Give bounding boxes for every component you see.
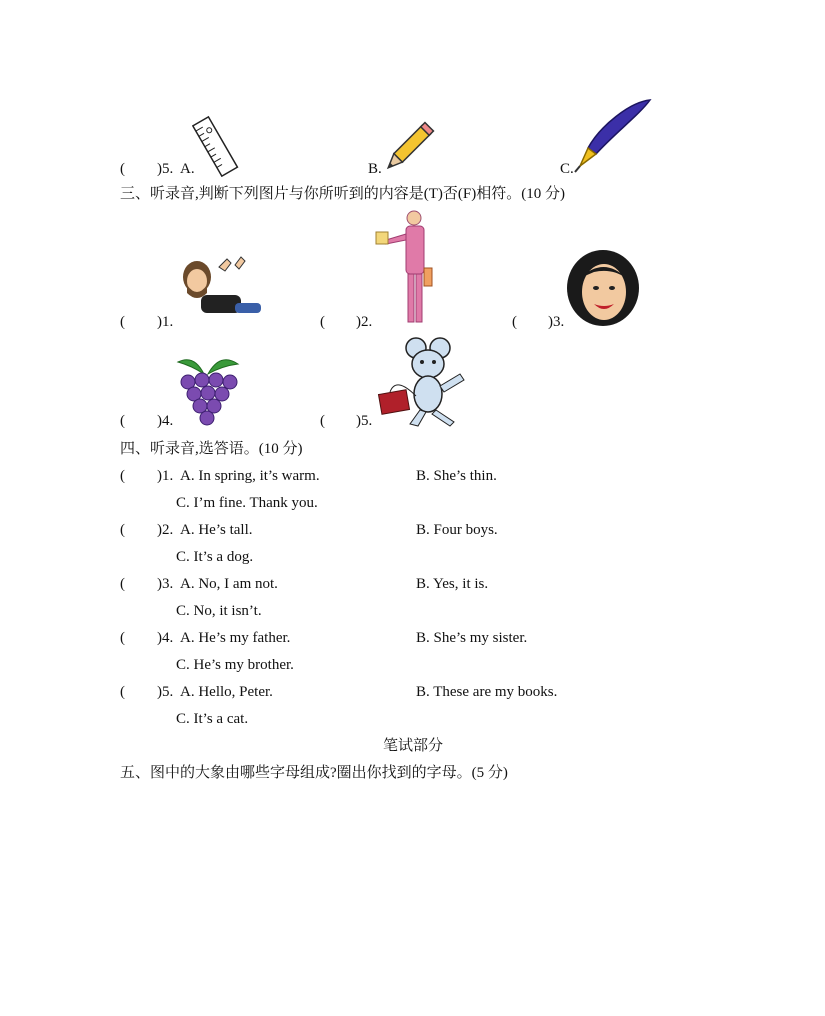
answer-paren[interactable]: ( xyxy=(120,161,125,177)
option-b-label: B. xyxy=(368,161,382,177)
option-b: B. Four boys. xyxy=(416,522,498,538)
answer-paren[interactable]: ( xyxy=(120,522,125,538)
answer-paren[interactable]: ( xyxy=(120,684,125,700)
option-a: A. Hello, Peter. xyxy=(180,684,273,700)
question-number: )5. xyxy=(157,684,174,700)
option-c: C. No, it isn’t. xyxy=(176,603,262,619)
question-number: )4. xyxy=(157,630,174,646)
option-b: B. She’s my sister. xyxy=(416,630,528,646)
option-c: C. It’s a dog. xyxy=(176,549,254,565)
option-b: B. These are my books. xyxy=(416,684,558,700)
section-4-title: 四、听录音,选答语。(10 分) xyxy=(120,441,303,457)
question-number: )5. xyxy=(356,413,373,429)
mouse-with-book-icon xyxy=(376,336,470,428)
option-a: A. In spring, it’s warm. xyxy=(180,468,320,484)
option-c: C. It’s a cat. xyxy=(176,711,249,727)
option-a-label: A. xyxy=(180,161,195,177)
pencil-icon xyxy=(378,118,438,178)
answer-paren[interactable]: ( xyxy=(120,468,125,484)
question-number: )4. xyxy=(157,413,174,429)
question-number: )2. xyxy=(157,522,174,538)
option-c: C. He’s my brother. xyxy=(176,657,294,673)
question-number: )3. xyxy=(548,314,565,330)
answer-paren[interactable]: ( xyxy=(320,413,325,429)
pen-icon xyxy=(570,96,654,176)
answer-paren[interactable]: ( xyxy=(120,413,125,429)
option-a: A. No, I am not. xyxy=(180,576,278,592)
section-5-title: 五、图中的大象由哪些字母组成?圈出你找到的字母。(5 分) xyxy=(120,765,508,781)
question-number: )3. xyxy=(157,576,174,592)
answer-paren[interactable]: ( xyxy=(320,314,325,330)
option-a: A. He’s my father. xyxy=(180,630,291,646)
written-part-heading: 笔试部分 xyxy=(383,738,444,754)
question-number: )1. xyxy=(157,314,174,330)
question-number: )1. xyxy=(157,468,174,484)
answer-paren[interactable]: ( xyxy=(120,576,125,592)
grapes-icon xyxy=(174,352,242,428)
option-a: A. He’s tall. xyxy=(180,522,253,538)
answer-paren[interactable]: ( xyxy=(120,630,125,646)
option-b: B. Yes, it is. xyxy=(416,576,489,592)
section-3-title: 三、听录音,判断下列图片与你所听到的内容是(T)否(F)相符。(10 分) xyxy=(120,186,565,202)
woman-face-icon xyxy=(564,248,642,328)
man-lying-icon xyxy=(175,255,267,327)
option-c: C. I’m fine. Thank you. xyxy=(176,495,318,511)
man-in-suit-icon xyxy=(374,208,436,328)
answer-paren[interactable]: ( xyxy=(120,314,125,330)
ruler-icon xyxy=(192,115,240,177)
option-b: B. She’s thin. xyxy=(416,468,497,484)
answer-paren[interactable]: ( xyxy=(512,314,517,330)
option-c-label: C. xyxy=(560,161,574,177)
question-number: )2. xyxy=(356,314,373,330)
question-number: )5. xyxy=(157,161,174,177)
